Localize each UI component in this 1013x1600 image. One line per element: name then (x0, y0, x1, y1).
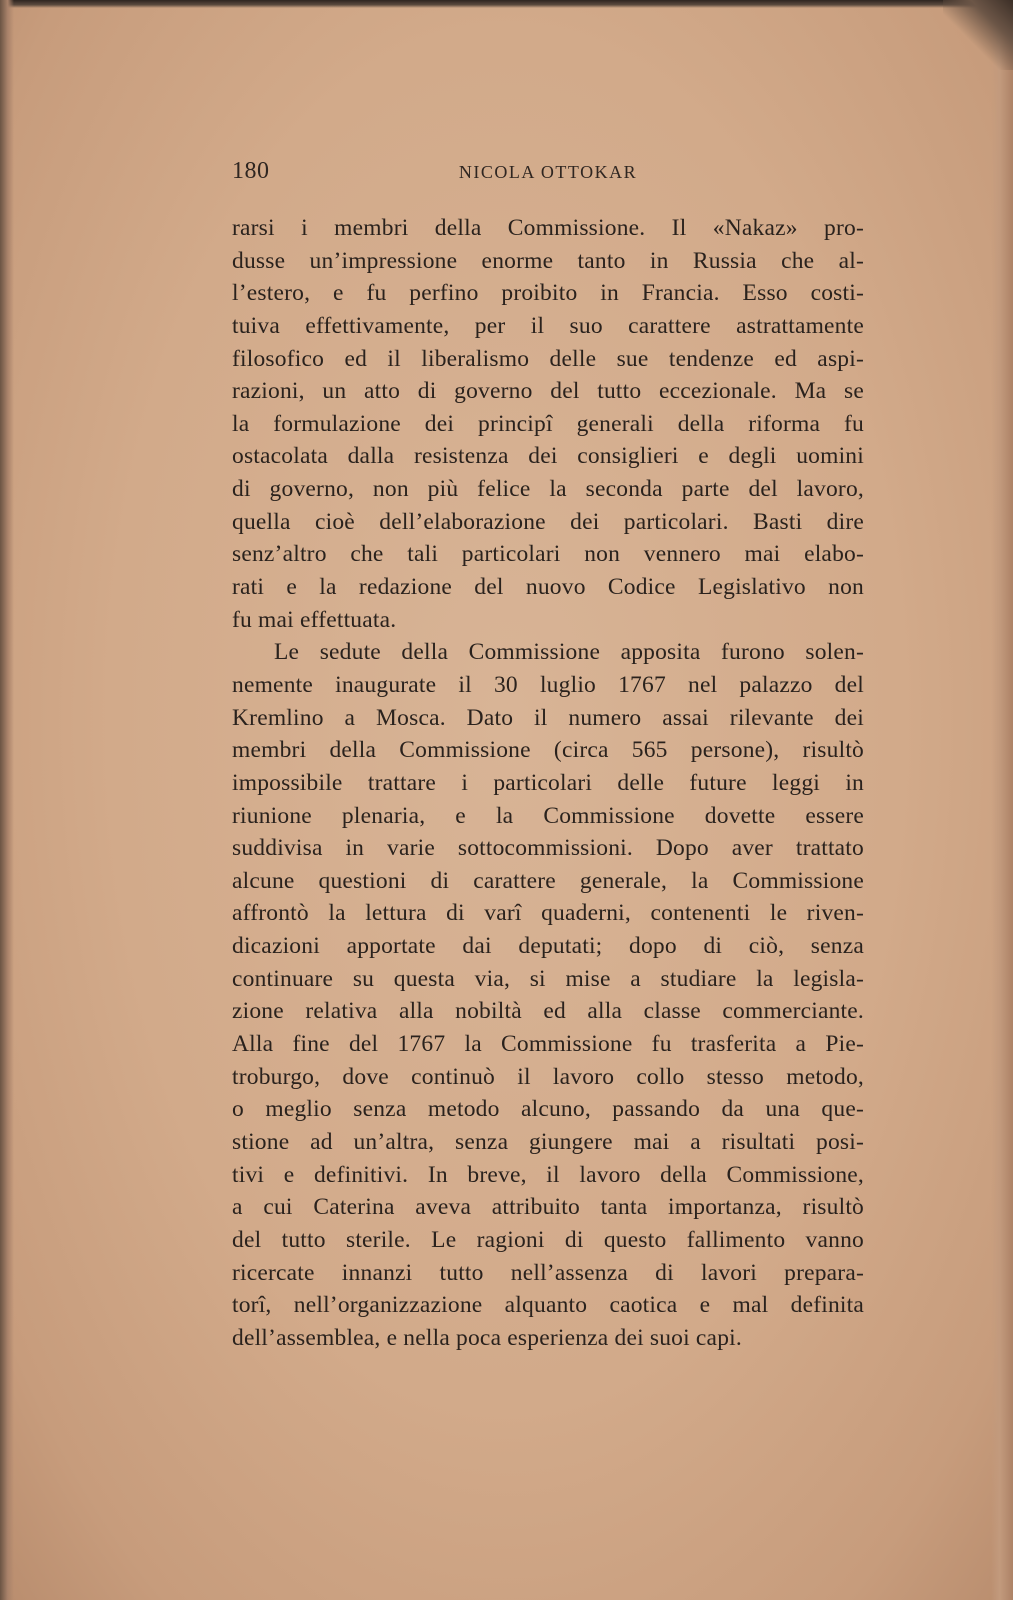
text-line: quella cioè dell’elaborazione dei particolari. Basti dire (232, 508, 864, 535)
text-line: dell’assemblea, e nella poca esperienza dei suoi capi. (232, 1324, 742, 1351)
text-line: ostacolata dalla resistenza dei consiglieri e degli uomini (232, 443, 864, 470)
text-line: continuare su questa via, si mise a studiare la legisla- (232, 965, 864, 992)
text-line: riunione plenaria, e la Commissione dovette essere (232, 802, 864, 829)
text-line: nemente inaugurate il 30 luglio 1767 nel palazzo del (232, 671, 864, 698)
text-line: rarsi i membri della Commissione. Il «Nakaz» pro- (232, 215, 864, 241)
page-top-edge (0, 0, 1013, 8)
running-head: NICOLA OTTOKAR (458, 162, 638, 182)
text-line: dicazioni apportate dai deputati; dopo di ciò, senza (232, 933, 864, 960)
text-line: tivi e definitivi. In breve, il lavoro della Commissione, (232, 1161, 864, 1188)
text-line: la formulazione dei principî generali della riforma fu (232, 410, 864, 437)
text-line: l’estero, e fu perfino proibito in Francia. Esso costi- (232, 280, 864, 307)
text-line: a cui Caterina aveva attribuito tanta importanza, risultò (232, 1194, 864, 1221)
text-line: o meglio senza metodo alcuno, passando da una que- (232, 1096, 864, 1123)
text-line: filosofico ed il liberalismo delle sue tendenze ed aspi- (232, 345, 864, 372)
text-line: di governo, non più felice la seconda parte del lavoro, (232, 476, 864, 503)
paragraph (232, 636, 864, 1354)
page-corner-fold (943, 0, 1013, 70)
text-line: affrontò la lettura di varî quaderni, contenenti le riven- (232, 900, 864, 927)
text-line: Kremlino a Mosca. Dato il numero assai rilevante dei (232, 704, 864, 731)
page-number: 180 (232, 158, 270, 184)
text-line: alcune questioni di carattere generale, la Commissione (232, 867, 864, 894)
body-text (232, 212, 864, 1354)
text-line: Le sedute della Commissione apposita furono solen- (274, 639, 864, 666)
text-line: ricercate innanzi tutto nell’assenza di lavori prepara- (232, 1259, 864, 1286)
text-line: senz’altro che tali particolari non vennero mai elabo- (232, 541, 864, 568)
text-line: impossibile trattare i particolari delle future leggi in (232, 769, 864, 796)
page-right-edge (991, 0, 1013, 1600)
text-line: membri della Commissione (circa 565 persone), risultò (232, 737, 864, 764)
text-line: fu mai effettuata. (232, 606, 397, 633)
text-line: zione relativa alla nobiltà ed alla classe commerciante. (232, 998, 864, 1025)
text-line: stione ad un’altra, senza giungere mai a risultati posi- (232, 1128, 864, 1155)
text-line: torî, nell’organizzazione alquanto caotica e mal definita (232, 1292, 864, 1319)
text-line: razioni, un atto di governo del tutto eccezionale. Ma se (232, 378, 864, 405)
page-left-edge (0, 0, 14, 1600)
text-line: troburgo, dove continuò il lavoro collo stesso metodo, (232, 1063, 864, 1090)
text-line: Alla fine del 1767 la Commissione fu trasferita a Pie- (232, 1031, 864, 1058)
paragraph (232, 212, 864, 636)
text-line: rati e la redazione del nuovo Codice Legislativo non (232, 574, 864, 601)
text-line: suddivisa in varie sottocommissioni. Dopo aver trattato (232, 835, 864, 862)
text-line: dusse un’impressione enorme tanto in Russia che al- (232, 247, 864, 274)
text-line: del tutto sterile. Le ragioni di questo fallimento vanno (232, 1226, 864, 1253)
page-header (232, 158, 864, 194)
text-line: tuiva effettivamente, per il suo carattere astrattamente (232, 312, 864, 339)
